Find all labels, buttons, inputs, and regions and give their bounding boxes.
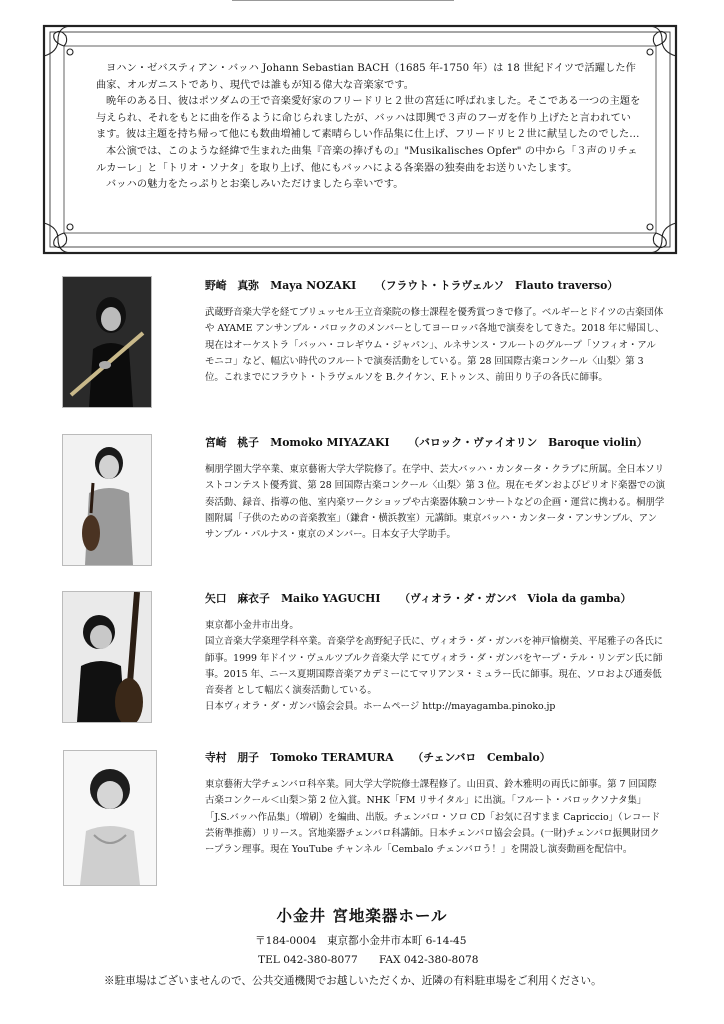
intro-paragraph: 本公演では、このような経緯で生まれた曲集『音楽の捧げもの』"Musikalisches Opfer" の中から「３声のリチェルカーレ」と「トリオ・ソナタ」を取り上げ、他にもバッハによる各楽器の独奏曲をお送りいたします。 — [96, 145, 638, 174]
venue-block — [0, 904, 724, 926]
artist-photo-nozaki — [62, 276, 152, 408]
top-divider — [232, 0, 454, 1]
venue-phone: TEL 042-380-8077 FAX 042-380-8078 — [258, 954, 479, 966]
intro-paragraph: ヨハン・ゼバスティアン・バッハ Johann Sebastian BACH（1685 年-1750 年）は 18 世紀ドイツで活躍した作曲家、オルガニストであり、現代では誰もが知る偉大な音楽家です。 — [96, 63, 636, 91]
parking-note: ※駐車場はございませんので、公共交通機関でお越しいただくか、近隣の有料駐車場をご利用ください。 — [104, 975, 602, 987]
artist-name-yaguchi: 矢口 麻衣子 Maiko YAGUCHI （ヴィオラ・ダ・ガンバ Viola da gamba） — [205, 592, 632, 605]
artist-name-nozaki: 野崎 真弥 Maya NOZAKI （フラウト・トラヴェルソ Flauto traverso） — [205, 279, 619, 292]
artist-bio-teramura: 東京藝術大学チェンバロ科卒業。同大学大学院修士課程修了。山田貢、鈴木雅明の両氏に師事。第 7 回国際古楽コンクール＜山梨＞第 2 位入賞。NHK「FM リサイタル」に出演。「フルート・パロックソナタ集」「J.S.バッハ作品集」（増刷）を編曲、出版。チェンバロ・ソロ CD「お気に召すまま Capriccio」（レコード芸術準推薦）リリース。宮地楽器チェンバロ科講師。日本チェンバロ協会会員。(一財)チェンバロ振興財団クープラン理事。現在 YouTube チャンネル「Cembalo チェンバロう！」を開設し演奏動画を配信中。 — [205, 779, 661, 856]
venue-title: 小金井 宮地楽器ホール — [276, 907, 448, 925]
intro-text — [96, 61, 641, 194]
artist-bio-yaguchi: 東京都小金井市出身。 国立音楽大学楽理学科卒業。音楽学を高野紀子氏に、ヴィオラ・ダ・ガンバを神戸愉樹美、平尾雅子の各氏に師事。1999 年ドイツ・ヴュルツブルク音楽大学 にてヴィオラ・ダ・ガンバをヤープ・テル・リンデン氏に師事。2015 年、ニース夏期国際音楽アカデミーにてマリアンヌ・ミュラー氏に師事。現在、ソロおよび通奏低音奏者 として幅広く演奏活動している。 日本ヴィオラ・ダ・ガンバ協会会員。ホームページ http://mayagamba.pinoko.jp — [205, 620, 664, 713]
venue-address: 〒184-0004 東京都小金井市本町 6-14-45 — [255, 935, 467, 947]
intro-paragraph: バッハの魅力をたっぷりとお楽しみいただけましたら幸いです。 — [106, 179, 404, 191]
artist-name-miyazaki: 宮崎 桃子 Momoko MIYAZAKI （バロック・ヴァイオリン Baroque violin） — [205, 436, 648, 449]
artist-photo-miyazaki — [62, 434, 152, 566]
artist-bio-nozaki: 武蔵野音楽大学を経てブリュッセル王立音楽院の修士課程を優秀賞つきで修了。ベルギーとドイツの古楽団体や AYAME アンサンブル・バロックのメンバーとしてヨーロッパ各地で演奏をしてきた。2018 年に帰国し、現在はオーケストラ「バッハ・コレギウム・ジャパン」、ルネサンス・フルートのグループ「ソフィオ・アルモニコ」など、幅広い時代のフルートで演奏活動をしている。第 28 回国際古楽コンクール〈山梨〉第 3 位。これまでにフラウト・トラヴェルソを B.クイケン、F.トゥンス、前田りり子の各氏に師事。 — [205, 307, 665, 384]
intro-paragraph: 晩年のある日、彼はポツダムの王で音楽愛好家のフリードリヒ２世の宮廷に呼ばれました。そこである一つの主題を与えられ、それをもとに曲を作るように命じられましたが、バッハは即興で３声のフーガを作り上げたと言われています。彼は主題を持ち帰って他にも数曲増補して素晴らしい作品集に仕上げ、フリードリヒ２世に献呈したのでした… — [96, 96, 641, 141]
artist-photo-yaguchi — [62, 591, 152, 723]
artist-bio-miyazaki: 桐朋学園大学卒業、東京藝術大学大学院修了。在学中、芸大バッハ・カンタータ・クラブに所属。全日本ソリストコンテスト優秀賞、第 28 回国際古楽コンクール〈山梨〉第 3 位。現在モダンおよびピリオド楽器での演奏活動、録音、指導の他、室内楽ワークショップや古楽器体験コンサートなどの企画・運営に携わる。桐朋学園附属「子供のための音楽教室」（鎌倉・横浜教室）元講師。東京バッハ・カンタータ・アンサンブル、アンサンブル・パルナス・東京のメンバー。日本女子大学助手。 — [205, 464, 665, 541]
artist-name-teramura: 寺村 朋子 Tomoko TERAMURA （チェンバロ Cembalo） — [205, 751, 551, 764]
artist-photo-teramura — [63, 750, 157, 886]
